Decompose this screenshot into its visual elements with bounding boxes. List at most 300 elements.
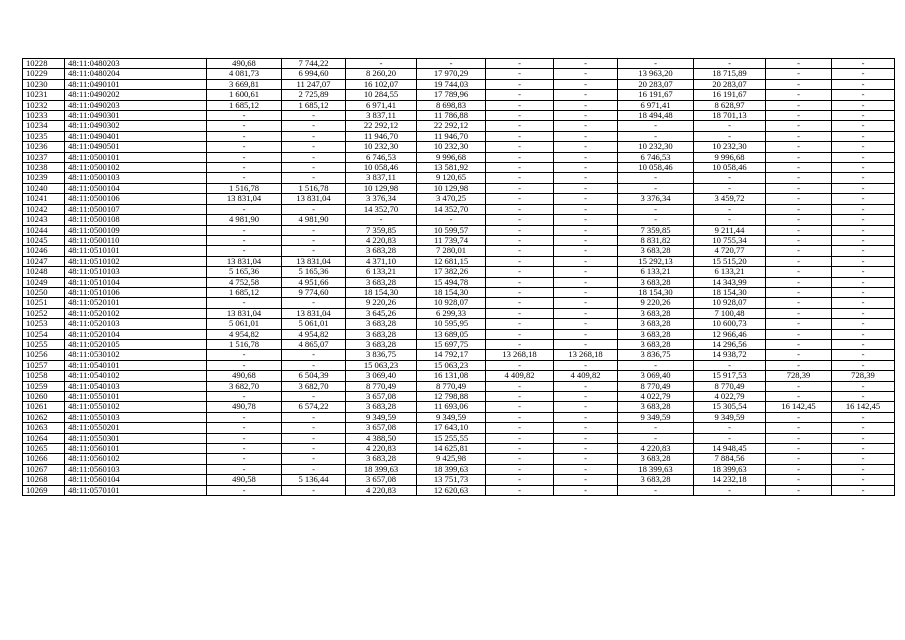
cadastral-number-cell: 48:11:0490203: [65, 100, 207, 110]
table-row: [23, 308, 895, 318]
value-cell: -: [207, 485, 282, 495]
value-cell: 15 255,55: [417, 433, 486, 443]
value-cell: 6 971,41: [618, 100, 694, 110]
value-cell: 15 063,23: [417, 360, 486, 370]
value-cell: -: [554, 235, 618, 245]
value-cell: 6 746,53: [618, 152, 694, 162]
value-cell: -: [486, 485, 554, 495]
value-cell: -: [207, 454, 282, 464]
value-cell: 11 739,74: [417, 235, 486, 245]
value-cell: -: [554, 163, 618, 173]
cadastral-number-cell: 48:11:0560101: [65, 444, 207, 454]
value-cell: -: [554, 215, 618, 225]
value-cell: -: [694, 59, 766, 69]
value-cell: -: [207, 204, 282, 214]
row-number-cell: 10254: [23, 329, 65, 339]
value-cell: -: [486, 402, 554, 412]
value-cell: 3 683,28: [618, 339, 694, 349]
cadastral-number-cell: 48:11:0480204: [65, 69, 207, 79]
value-cell: 11 693,06: [417, 402, 486, 412]
value-cell: 10 232,30: [346, 142, 417, 152]
table-row: [23, 183, 895, 193]
table-row: [23, 475, 895, 485]
value-cell: -: [282, 131, 346, 141]
value-cell: -: [207, 173, 282, 183]
value-cell: -: [554, 79, 618, 89]
value-cell: 3 683,28: [346, 329, 417, 339]
value-cell: -: [486, 329, 554, 339]
value-cell: -: [346, 215, 417, 225]
value-cell: -: [486, 444, 554, 454]
value-cell: 12 620,63: [417, 485, 486, 495]
value-cell: 9 349,59: [618, 412, 694, 422]
value-cell: -: [618, 59, 694, 69]
value-cell: -: [832, 444, 895, 454]
value-cell: 18 154,30: [346, 287, 417, 297]
value-cell: -: [832, 423, 895, 433]
table-row: [23, 339, 895, 349]
value-cell: 4 951,66: [282, 277, 346, 287]
value-cell: -: [766, 183, 832, 193]
row-number-cell: 10242: [23, 204, 65, 214]
value-cell: 14 232,18: [694, 475, 766, 485]
row-number-cell: 10251: [23, 298, 65, 308]
value-cell: -: [832, 350, 895, 360]
value-cell: 4 388,50: [346, 433, 417, 443]
row-number-cell: 10233: [23, 111, 65, 121]
table-row: [23, 319, 895, 329]
value-cell: -: [832, 381, 895, 391]
value-cell: -: [766, 79, 832, 89]
value-cell: -: [832, 142, 895, 152]
value-cell: 13 831,04: [207, 194, 282, 204]
row-number-cell: 10241: [23, 194, 65, 204]
value-cell: 17 970,29: [417, 69, 486, 79]
value-cell: 3 069,40: [346, 371, 417, 381]
value-cell: 13 581,92: [417, 163, 486, 173]
value-cell: -: [207, 433, 282, 443]
value-cell: -: [486, 183, 554, 193]
value-cell: -: [766, 319, 832, 329]
value-cell: 4 081,73: [207, 69, 282, 79]
cadastral-number-cell: 48:11:0520103: [65, 319, 207, 329]
value-cell: -: [832, 412, 895, 422]
value-cell: 5 061,01: [282, 319, 346, 329]
value-cell: 13 831,04: [282, 194, 346, 204]
value-cell: 13 831,04: [207, 256, 282, 266]
value-cell: -: [207, 298, 282, 308]
value-cell: -: [486, 360, 554, 370]
value-cell: 9 774,60: [282, 287, 346, 297]
value-cell: -: [766, 287, 832, 297]
value-cell: -: [618, 173, 694, 183]
value-cell: -: [832, 475, 895, 485]
table-row: [23, 111, 895, 121]
value-cell: -: [554, 381, 618, 391]
value-cell: 3 683,28: [618, 308, 694, 318]
table-row: [23, 79, 895, 89]
value-cell: 13 831,04: [207, 308, 282, 318]
value-cell: 3 837,11: [346, 173, 417, 183]
value-cell: 490,68: [207, 59, 282, 69]
value-cell: -: [282, 412, 346, 422]
value-cell: 3 682,70: [207, 381, 282, 391]
value-cell: -: [554, 277, 618, 287]
row-number-cell: 10269: [23, 485, 65, 495]
value-cell: -: [832, 225, 895, 235]
value-cell: -: [832, 59, 895, 69]
row-number-cell: 10246: [23, 246, 65, 256]
value-cell: 4 954,82: [207, 329, 282, 339]
value-cell: 4 220,83: [346, 485, 417, 495]
value-cell: 6 299,33: [417, 308, 486, 318]
value-cell: -: [694, 121, 766, 131]
value-cell: 3 683,28: [618, 329, 694, 339]
row-number-cell: 10257: [23, 360, 65, 370]
value-cell: 10 600,73: [694, 319, 766, 329]
cadastral-number-cell: 48:11:0500104: [65, 183, 207, 193]
value-cell: -: [486, 173, 554, 183]
value-cell: -: [832, 485, 895, 495]
value-cell: 10 284,55: [346, 90, 417, 100]
value-cell: 10 058,46: [618, 163, 694, 173]
value-cell: 3 683,28: [346, 246, 417, 256]
value-cell: -: [554, 152, 618, 162]
value-cell: 7 359,85: [346, 225, 417, 235]
row-number-cell: 10259: [23, 381, 65, 391]
value-cell: -: [207, 225, 282, 235]
cadastral-number-cell: 48:11:0540103: [65, 381, 207, 391]
value-cell: 4 371,10: [346, 256, 417, 266]
value-cell: 4 409,82: [554, 371, 618, 381]
value-cell: 5 061,01: [207, 319, 282, 329]
value-cell: -: [832, 308, 895, 318]
value-cell: -: [832, 131, 895, 141]
cadastral-number-cell: 48:11:0540102: [65, 371, 207, 381]
value-cell: -: [554, 412, 618, 422]
value-cell: 8 260,20: [346, 69, 417, 79]
value-cell: 10 129,98: [417, 183, 486, 193]
value-cell: -: [766, 163, 832, 173]
value-cell: -: [832, 152, 895, 162]
value-cell: 12 681,15: [417, 256, 486, 266]
value-cell: 3 683,28: [618, 277, 694, 287]
value-cell: -: [694, 131, 766, 141]
value-cell: -: [694, 183, 766, 193]
cadastral-number-cell: 48:11:0550201: [65, 423, 207, 433]
value-cell: -: [486, 319, 554, 329]
value-cell: -: [554, 308, 618, 318]
table-row: [23, 100, 895, 110]
table-row: [23, 423, 895, 433]
cadastral-number-cell: 48:11:0500102: [65, 163, 207, 173]
row-number-cell: 10245: [23, 235, 65, 245]
value-cell: 16 102,07: [346, 79, 417, 89]
value-cell: -: [832, 319, 895, 329]
value-cell: 14 938,72: [694, 350, 766, 360]
value-cell: -: [766, 464, 832, 474]
value-cell: 20 283,07: [694, 79, 766, 89]
value-cell: -: [554, 267, 618, 277]
row-number-cell: 10248: [23, 267, 65, 277]
value-cell: -: [766, 204, 832, 214]
value-cell: -: [486, 194, 554, 204]
value-cell: 4 220,83: [346, 235, 417, 245]
value-cell: 9 996,68: [417, 152, 486, 162]
table-row: [23, 381, 895, 391]
table-row: [23, 152, 895, 162]
cadastral-number-cell: 48:11:0520104: [65, 329, 207, 339]
value-cell: 5 165,36: [282, 267, 346, 277]
value-cell: -: [207, 152, 282, 162]
value-cell: -: [554, 298, 618, 308]
value-cell: 16 191,67: [694, 90, 766, 100]
value-cell: 3 376,34: [618, 194, 694, 204]
value-cell: 15 494,78: [417, 277, 486, 287]
value-cell: -: [417, 59, 486, 69]
value-cell: -: [554, 173, 618, 183]
value-cell: 8 770,49: [417, 381, 486, 391]
value-cell: -: [832, 215, 895, 225]
row-number-cell: 10268: [23, 475, 65, 485]
table-row: [23, 444, 895, 454]
table-row: [23, 131, 895, 141]
value-cell: -: [282, 142, 346, 152]
table-row: [23, 90, 895, 100]
value-cell: -: [207, 163, 282, 173]
row-number-cell: 10264: [23, 433, 65, 443]
value-cell: 9 220,26: [618, 298, 694, 308]
value-cell: -: [282, 111, 346, 121]
value-cell: -: [282, 454, 346, 464]
value-cell: -: [486, 412, 554, 422]
value-cell: 18 154,30: [618, 287, 694, 297]
value-cell: 14 296,56: [694, 339, 766, 349]
table-row: [23, 194, 895, 204]
value-cell: 14 948,45: [694, 444, 766, 454]
value-cell: 18 399,63: [346, 464, 417, 474]
row-number-cell: 10267: [23, 464, 65, 474]
value-cell: 10 232,30: [694, 142, 766, 152]
value-cell: -: [766, 90, 832, 100]
value-cell: 10 058,46: [346, 163, 417, 173]
value-cell: -: [832, 256, 895, 266]
value-cell: -: [554, 475, 618, 485]
value-cell: -: [766, 246, 832, 256]
value-cell: 3 683,28: [346, 402, 417, 412]
value-cell: -: [832, 79, 895, 89]
value-cell: -: [766, 454, 832, 464]
table-row: [23, 225, 895, 235]
value-cell: 13 268,18: [554, 350, 618, 360]
value-cell: 4 720,77: [694, 246, 766, 256]
value-cell: 3 836,75: [618, 350, 694, 360]
row-number-cell: 10244: [23, 225, 65, 235]
value-cell: 728,39: [832, 371, 895, 381]
value-cell: -: [832, 90, 895, 100]
value-cell: -: [554, 59, 618, 69]
cadastral-number-cell: 48:11:0540101: [65, 360, 207, 370]
value-cell: 18 399,63: [417, 464, 486, 474]
value-cell: 15 697,75: [417, 339, 486, 349]
value-cell: 13 963,20: [618, 69, 694, 79]
value-cell: -: [554, 100, 618, 110]
value-cell: -: [832, 173, 895, 183]
value-cell: 4 022,79: [694, 392, 766, 402]
value-cell: -: [832, 454, 895, 464]
value-cell: 18 494,48: [618, 111, 694, 121]
row-number-cell: 10239: [23, 173, 65, 183]
value-cell: 10 755,34: [694, 235, 766, 245]
table-row: [23, 59, 895, 69]
cadastral-number-cell: 48:11:0510101: [65, 246, 207, 256]
value-cell: -: [766, 111, 832, 121]
value-cell: -: [832, 339, 895, 349]
table-row: [23, 246, 895, 256]
row-number-cell: 10240: [23, 183, 65, 193]
value-cell: -: [282, 298, 346, 308]
value-cell: 6 746,53: [346, 152, 417, 162]
value-cell: -: [766, 329, 832, 339]
value-cell: 7 359,85: [618, 225, 694, 235]
row-number-cell: 10263: [23, 423, 65, 433]
cadastral-number-cell: 48:11:0500110: [65, 235, 207, 245]
value-cell: 17 643,10: [417, 423, 486, 433]
value-cell: 14 343,99: [694, 277, 766, 287]
value-cell: -: [694, 204, 766, 214]
value-cell: 3 682,70: [282, 381, 346, 391]
data-table: [22, 58, 895, 496]
value-cell: -: [207, 464, 282, 474]
value-cell: -: [554, 329, 618, 339]
value-cell: -: [832, 69, 895, 79]
value-cell: 6 504,39: [282, 371, 346, 381]
value-cell: 7 884,56: [694, 454, 766, 464]
row-number-cell: 10247: [23, 256, 65, 266]
value-cell: 8 770,49: [346, 381, 417, 391]
table-row: [23, 412, 895, 422]
value-cell: 14 352,70: [417, 204, 486, 214]
value-cell: 12 798,88: [417, 392, 486, 402]
cadastral-number-cell: 48:11:0490401: [65, 131, 207, 141]
value-cell: -: [694, 423, 766, 433]
row-number-cell: 10234: [23, 121, 65, 131]
value-cell: 4 981,90: [282, 215, 346, 225]
value-cell: -: [486, 287, 554, 297]
table-row: [23, 360, 895, 370]
cadastral-number-cell: 48:11:0500109: [65, 225, 207, 235]
value-cell: -: [618, 360, 694, 370]
value-cell: 3 683,28: [618, 319, 694, 329]
value-cell: 22 292,12: [417, 121, 486, 131]
cadastral-number-cell: 48:11:0500103: [65, 173, 207, 183]
value-cell: -: [282, 121, 346, 131]
table-row: [23, 454, 895, 464]
value-cell: -: [554, 121, 618, 131]
value-cell: -: [282, 152, 346, 162]
value-cell: -: [554, 339, 618, 349]
value-cell: -: [766, 381, 832, 391]
value-cell: 10 928,07: [417, 298, 486, 308]
value-cell: -: [554, 319, 618, 329]
value-cell: -: [486, 267, 554, 277]
value-cell: 20 283,07: [618, 79, 694, 89]
value-cell: 3 683,28: [618, 475, 694, 485]
value-cell: 4 865,07: [282, 339, 346, 349]
value-cell: -: [282, 235, 346, 245]
value-cell: 18 399,63: [618, 464, 694, 474]
value-cell: -: [486, 79, 554, 89]
table-row: [23, 163, 895, 173]
value-cell: 3 683,28: [618, 454, 694, 464]
value-cell: -: [832, 267, 895, 277]
table-row: [23, 350, 895, 360]
value-cell: -: [618, 121, 694, 131]
value-cell: -: [554, 194, 618, 204]
cadastral-number-cell: 48:11:0530102: [65, 350, 207, 360]
value-cell: -: [766, 225, 832, 235]
row-number-cell: 10230: [23, 79, 65, 89]
value-cell: -: [554, 402, 618, 412]
table-body: [23, 59, 895, 496]
value-cell: 12 966,46: [694, 329, 766, 339]
value-cell: -: [832, 121, 895, 131]
value-cell: 9 349,59: [417, 412, 486, 422]
row-number-cell: 10252: [23, 308, 65, 318]
value-cell: -: [766, 267, 832, 277]
value-cell: 3 683,28: [346, 319, 417, 329]
cadastral-number-cell: 48:11:0510102: [65, 256, 207, 266]
value-cell: -: [554, 360, 618, 370]
value-cell: 10 599,57: [417, 225, 486, 235]
value-cell: 3 376,34: [346, 194, 417, 204]
value-cell: -: [554, 225, 618, 235]
value-cell: -: [766, 444, 832, 454]
cadastral-number-cell: 48:11:0560102: [65, 454, 207, 464]
value-cell: -: [766, 423, 832, 433]
value-cell: -: [486, 59, 554, 69]
cadastral-number-cell: 48:11:0550101: [65, 392, 207, 402]
value-cell: -: [282, 444, 346, 454]
value-cell: -: [486, 225, 554, 235]
value-cell: -: [207, 360, 282, 370]
value-cell: 3 683,28: [618, 402, 694, 412]
value-cell: -: [486, 277, 554, 287]
value-cell: -: [832, 298, 895, 308]
value-cell: 16 142,45: [766, 402, 832, 412]
value-cell: 4 981,90: [207, 215, 282, 225]
value-cell: 6 971,41: [346, 100, 417, 110]
value-cell: 14 352,70: [346, 204, 417, 214]
table-row: [23, 298, 895, 308]
value-cell: -: [694, 215, 766, 225]
value-cell: -: [554, 444, 618, 454]
cadastral-number-cell: 48:11:0490302: [65, 121, 207, 131]
value-cell: -: [486, 392, 554, 402]
value-cell: 15 292,13: [618, 256, 694, 266]
value-cell: -: [207, 350, 282, 360]
row-number-cell: 10265: [23, 444, 65, 454]
cadastral-number-cell: 48:11:0510104: [65, 277, 207, 287]
value-cell: 7 744,22: [282, 59, 346, 69]
value-cell: -: [486, 464, 554, 474]
value-cell: -: [282, 204, 346, 214]
value-cell: -: [766, 475, 832, 485]
value-cell: 490,78: [207, 402, 282, 412]
value-cell: 4 220,83: [618, 444, 694, 454]
value-cell: -: [554, 464, 618, 474]
value-cell: -: [766, 152, 832, 162]
